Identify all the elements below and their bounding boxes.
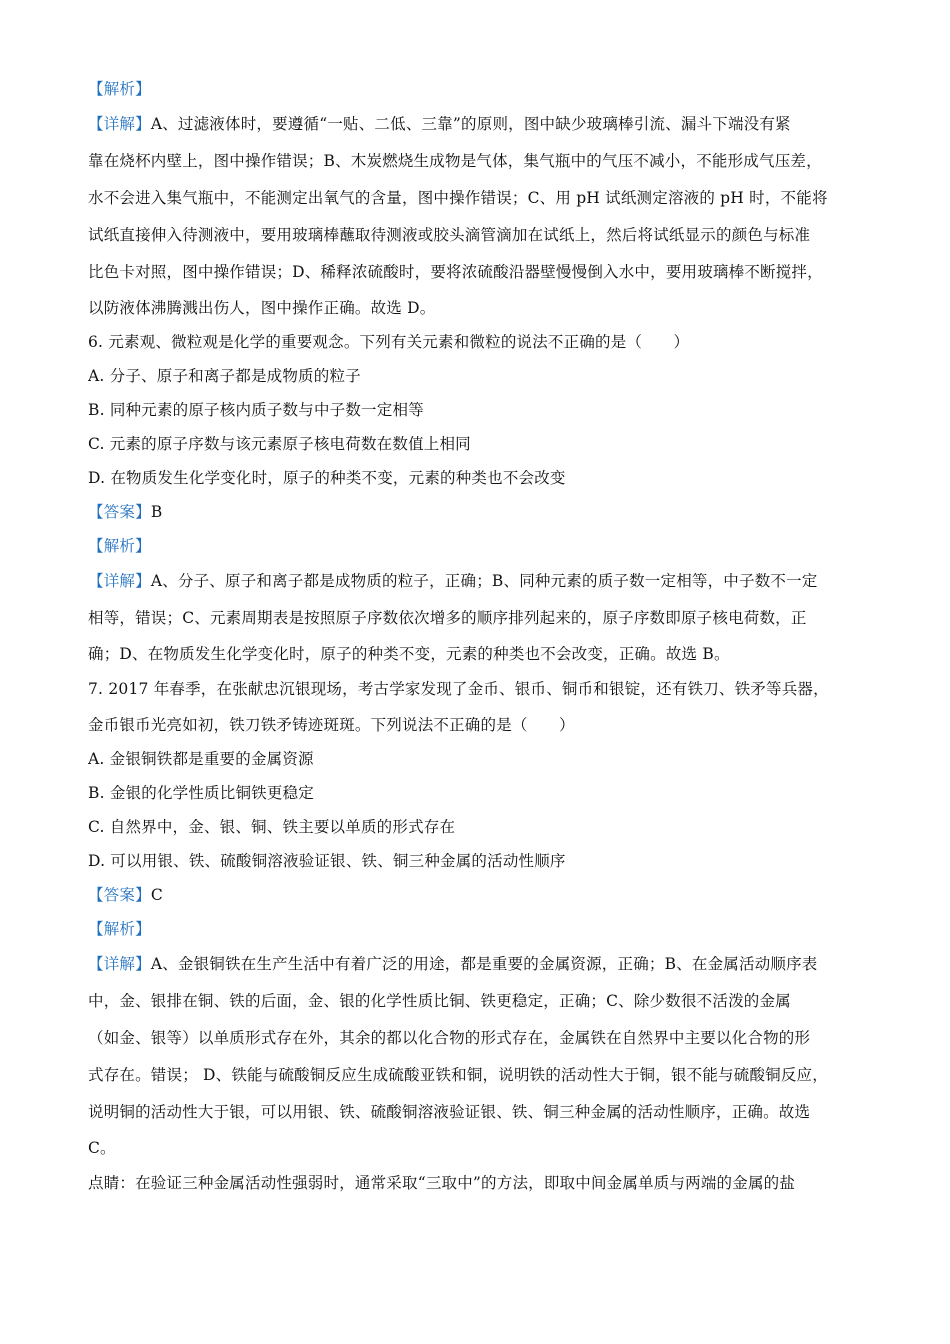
q7-stem-line-2: 金币银币光亮如初，铁刀铁矛铸迹斑斑。下列说法不正确的是（ ） [88, 716, 575, 734]
q6-answer [88, 495, 878, 529]
q7-detail-line-4: 式存在。错误； D、铁能与硫酸铜反应生成硫酸亚铁和铜，说明铁的活动性大于铜，银不能与硫酸铜反应， [88, 1066, 828, 1084]
q6-option-c: C. 元素的原子序数与该元素原子核电荷数在数值上相同 [88, 435, 471, 453]
q7-answer [88, 878, 878, 912]
q5-detail-line-6: 以防液体沸腾溅出伤人，图中操作正确。故选 D。 [88, 299, 436, 317]
q6-option-a: A. 分子、原子和离子都是成物质的粒子 [88, 367, 361, 385]
q5-detail-line-5: 比色卡对照，图中操作错误；D、稀释浓硫酸时，要将浓硫酸沿器壁慢慢倒入水中，要用玻璃棒不断搅拌， [88, 263, 823, 281]
q7-answer-tag: 【答案】 [88, 886, 151, 904]
q7-option-a: A. 金银铜铁都是重要的金属资源 [88, 750, 314, 768]
document-page [88, 72, 878, 1202]
q5-detail-line-3: 水不会进入集气瓶中，不能测定出氧气的含量，图中操作错误；C、用 pH 试纸测定溶液的 pH 时，不能将 [88, 189, 828, 207]
q5-analysis-tag: 【解析】 [88, 80, 151, 98]
q7-option-b: B. 金银的化学性质比铜铁更稳定 [88, 784, 314, 802]
q7-detail-line-2: 中，金、银排在铜、铁的后面，金、银的化学性质比铜、铁更稳定，正确；C、除少数很不活泼的金属 [88, 992, 791, 1010]
q6-detail-line-1: 【详解】A、分子、原子和离子都是成物质的粒子，正确；B、同种元素的质子数一定相等，中子数不一定 [88, 572, 818, 590]
q5-detail-tag: 【详解】 [88, 115, 151, 133]
q7-answer-value: C [150, 886, 163, 904]
q6-option-b: B. 同种元素的原子核内质子数与中子数一定相等 [88, 401, 424, 419]
q7-detail-line-6: C。 [88, 1139, 116, 1157]
q7-detail-line-1: 【详解】A、金银铜铁在生产生活中有着广泛的用途，都是重要的金属资源，正确；B、在金属活动顺序表 [88, 955, 818, 973]
q7-stem-line-1: 7. 2017 年春季，在张献忠沉银现场，考古学家发现了金币、银币、铜币和银锭，还有铁刀、铁矛等兵器， [88, 680, 829, 698]
q7-detail-line-5: 说明铜的活动性大于银，可以用银、铁、硫酸铜溶液验证银、铁、铜三种金属的活动性顺序，正确。故选 [88, 1103, 811, 1121]
q6-detail-line-3: 确；D、在物质发生化学变化时，原子的种类不变，元素的种类也不会改变，正确。故选 B。 [88, 645, 730, 663]
q7-analysis-tag: 【解析】 [88, 920, 151, 938]
q7-detail-line-3: （如金、银等）以单质形式存在外，其余的都以化合物的形式存在，金属铁在自然界中主要以化合物的形 [88, 1029, 811, 1047]
q6-detail-tag: 【详解】 [88, 572, 151, 590]
q7-option-c: C. 自然界中，金、银、铜、铁主要以单质的形式存在 [88, 818, 456, 836]
q5-detail-line-2: 靠在烧杯内壁上，图中操作错误；B、木炭燃烧生成物是气体，集气瓶中的气压不减小，不能形成气压差， [88, 152, 822, 170]
q6-answer-value: B [150, 503, 163, 521]
q7-detail-tag: 【详解】 [88, 955, 151, 973]
q5-detail-line-1: 【详解】A、过滤液体时，要遵循“一贴、二低、三靠”的原则，图中缺少玻璃棒引流、漏斗下端没有紧 [88, 115, 791, 133]
q6-answer-tag: 【答案】 [88, 503, 151, 521]
q6-option-d: D. 在物质发生化学变化时，原子的种类不变，元素的种类也不会改变 [88, 469, 566, 487]
q7-option-d: D. 可以用银、铁、硫酸铜溶液验证银、铁、铜三种金属的活动性顺序 [88, 852, 566, 870]
q5-detail-line-4: 试纸直接伸入待测液中，要用玻璃棒蘸取待测液或胶头滴管滴加在试纸上，然后将试纸显示的颜色与标准 [88, 226, 811, 244]
q6-stem: 6. 元素观、微粒观是化学的重要观念。下列有关元素和微粒的说法不正确的是（ ） [88, 333, 690, 351]
q7-comment: 点睛：在验证三种金属活动性强弱时，通常采取“三取中”的方法，即取中间金属单质与两端的金属的盐 [88, 1174, 796, 1192]
q6-detail-line-2: 相等，错误；C、元素周期表是按照原子序数依次增多的顺序排列起来的，原子序数即原子核电荷数，正 [88, 609, 807, 627]
q6-analysis-tag: 【解析】 [88, 537, 151, 555]
